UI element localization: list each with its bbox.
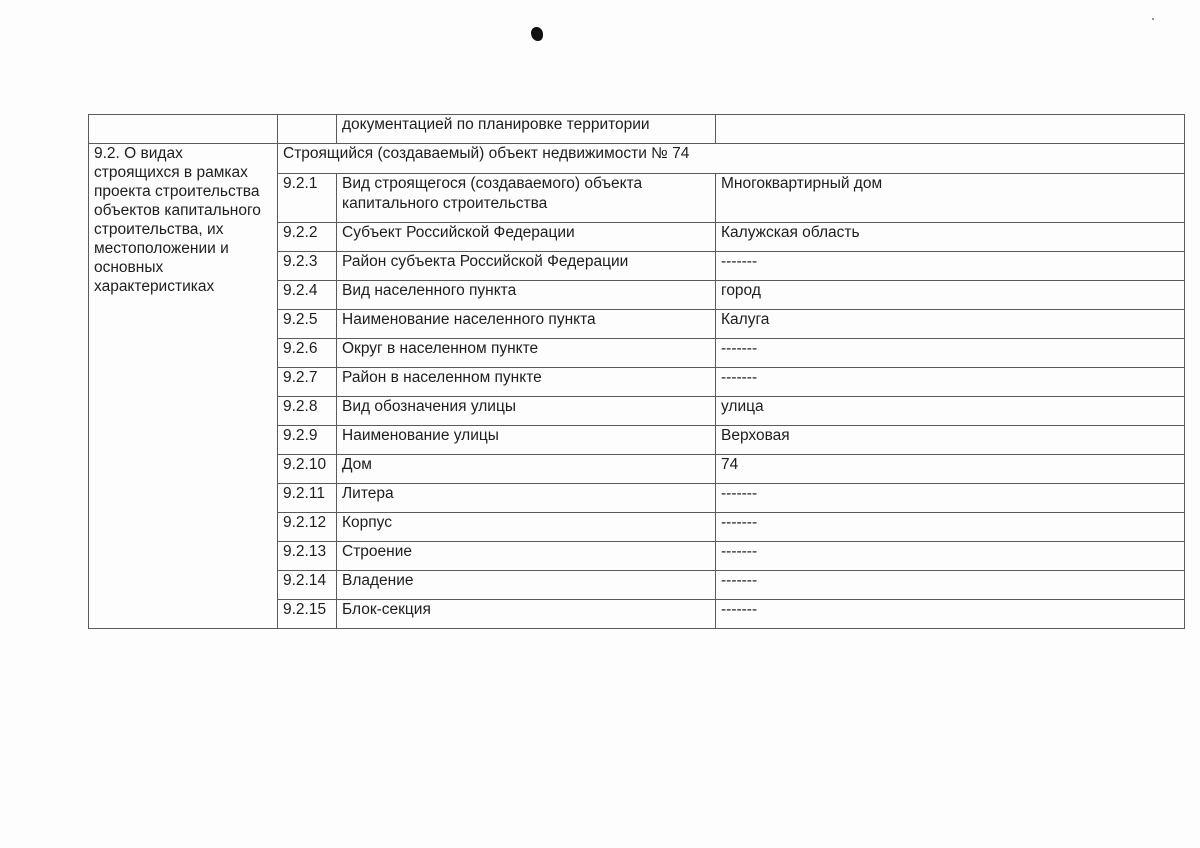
object-header: Строящийся (создаваемый) объект недвижимости № 74 (278, 144, 1185, 174)
row-number: 9.2.12 (278, 513, 337, 542)
row-field: Вид строящегося (создаваемого) объекта капитального строительства (337, 174, 716, 223)
row-field: Литера (337, 484, 716, 513)
row-field: Владение (337, 571, 716, 600)
row-number: 9.2.15 (278, 600, 337, 629)
cell-top-col2 (278, 115, 337, 144)
row-number: 9.2.10 (278, 455, 337, 484)
row-value: Многоквартирный дом (716, 174, 1185, 223)
row-value: ------- (716, 252, 1185, 281)
row-field: Дом (337, 455, 716, 484)
row-value: Калуга (716, 310, 1185, 339)
row-field: Наименование улицы (337, 426, 716, 455)
table-row-section-header (89, 144, 1185, 174)
row-field: Район в населенном пункте (337, 368, 716, 397)
row-value: ------- (716, 513, 1185, 542)
row-value: ------- (716, 542, 1185, 571)
row-field: Район субъекта Российской Федерации (337, 252, 716, 281)
row-field: Корпус (337, 513, 716, 542)
table-row-continuation (89, 115, 1185, 144)
row-number: 9.2.14 (278, 571, 337, 600)
row-number: 9.2.8 (278, 397, 337, 426)
row-value: ------- (716, 484, 1185, 513)
row-value: ------- (716, 571, 1185, 600)
scan-artifact-speck (531, 27, 543, 41)
property-info-table (88, 114, 1185, 629)
row-value: Калужская область (716, 223, 1185, 252)
row-number: 9.2.2 (278, 223, 337, 252)
row-value: улица (716, 397, 1185, 426)
row-value: ------- (716, 600, 1185, 629)
row-field: Субъект Российской Федерации (337, 223, 716, 252)
cell-top-col3: документацией по планировке территории (337, 115, 716, 144)
row-field: Блок-секция (337, 600, 716, 629)
row-number: 9.2.11 (278, 484, 337, 513)
cell-top-col4 (716, 115, 1185, 144)
row-number: 9.2.7 (278, 368, 337, 397)
row-value: ------- (716, 368, 1185, 397)
row-number: 9.2.6 (278, 339, 337, 368)
row-number: 9.2.9 (278, 426, 337, 455)
row-field: Наименование населенного пункта (337, 310, 716, 339)
row-number: 9.2.1 (278, 174, 337, 223)
row-value: город (716, 281, 1185, 310)
row-number: 9.2.13 (278, 542, 337, 571)
row-value: 74 (716, 455, 1185, 484)
scan-artifact-dot (1152, 18, 1154, 20)
row-field: Строение (337, 542, 716, 571)
row-number: 9.2.4 (278, 281, 337, 310)
row-field: Вид населенного пункта (337, 281, 716, 310)
section-label: 9.2. О видах строящихся в рамках проекта строительства объектов капитального строительства, их местоположении и основных характеристиках (89, 144, 278, 629)
cell-top-col1 (89, 115, 278, 144)
row-field: Вид обозначения улицы (337, 397, 716, 426)
row-field: Округ в населенном пункте (337, 339, 716, 368)
row-value: ------- (716, 339, 1185, 368)
row-number: 9.2.3 (278, 252, 337, 281)
row-number: 9.2.5 (278, 310, 337, 339)
row-value: Верховая (716, 426, 1185, 455)
